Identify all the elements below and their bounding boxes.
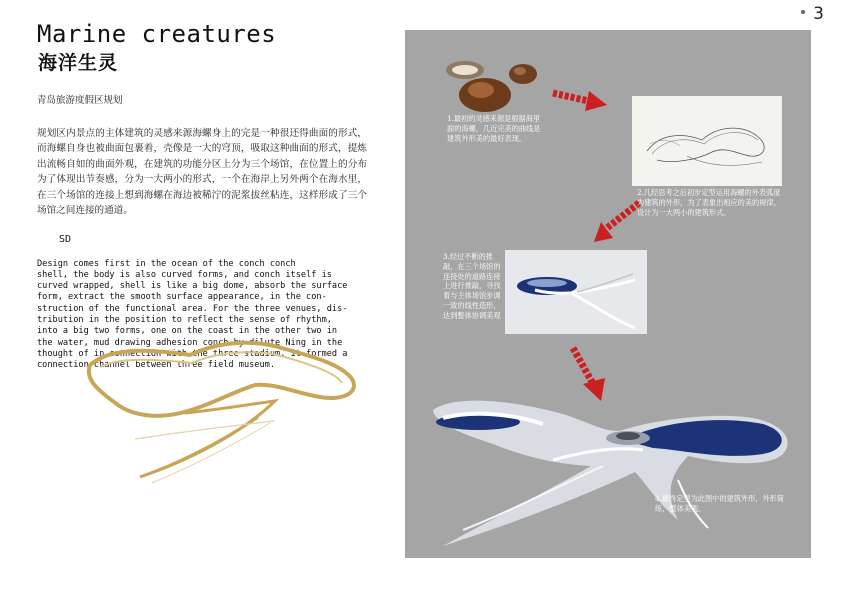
overprint-letters: SD	[59, 234, 72, 245]
title-english: Marine creatures	[37, 20, 277, 48]
design-process-panel	[405, 30, 811, 558]
shells-photo	[439, 56, 539, 118]
bullet-dot	[801, 10, 805, 14]
english-paragraph: Design comes first in the ocean of the conch conch shell, the body is also curved forms, and conch itself is curved wrapped, shell is like a big dome, absorb the surface form, extract the smooth surface appearance, in the con- struction of the functional area. For the three venues, dis- tribution in the position to reflect the sense of rhythm, into a big two forms, one on the coast in the other two in the water, mud drawing adhesion conch by dilute Ning in the thought of in connection with the three stadium, it formed a connection channel between three field museum.	[37, 258, 348, 371]
chinese-paragraph: 规划区内景点的主体建筑的灵感来源海螺身上的完是一种很还得曲面的形式，而海螺自身也被曲面包裹着，壳像是一大的穹顶，吸取这种曲面的形式，提炼出流畅自如的曲面外观，在建筑的功能分区上分为三个场馆，在位置上的分布为了体现出节奏感，分为一大两小的形式，一个在海岸上另外两个在海水里，在三个场馆的连接上想到海螺在海边被稀泞的泥浆拔丝粘连，这样形成了三个场馆之间连接的通道。	[37, 128, 367, 217]
step-4-text: 4.最终定型为此图中的建筑外形，外形简练，整体美观。	[655, 494, 785, 513]
blue-model-photo	[505, 250, 647, 334]
final-building-render	[423, 380, 799, 556]
page-number-text: 3	[813, 4, 824, 24]
page-number	[801, 4, 824, 24]
red-arrow-2	[591, 200, 643, 244]
step-1-text: 1.最初的灵感来源是根据海里面的海螺，几近完美的曲线是建筑外形美的最好表现。	[447, 114, 541, 143]
red-arrow-1	[551, 88, 609, 112]
gold-outline-sketch	[80, 335, 365, 495]
step-2-text: 2.几经思考之后初步定型运用海螺的外表弧度为建筑的外形，为了表象出相应的美的规律，设计为一大两小的建筑形式。	[637, 188, 781, 217]
pencil-sketch-photo	[632, 96, 782, 186]
subtitle: 青岛旅游度假区规划	[37, 95, 123, 106]
step-3-text: 3.经过不断的推敲，在三个场馆的连接处的道路连接上进行推敲，寻找着与主体场馆步调一致的线性造形，达到整体协调美观	[443, 252, 501, 320]
title-chinese: 海洋生灵	[38, 52, 119, 74]
